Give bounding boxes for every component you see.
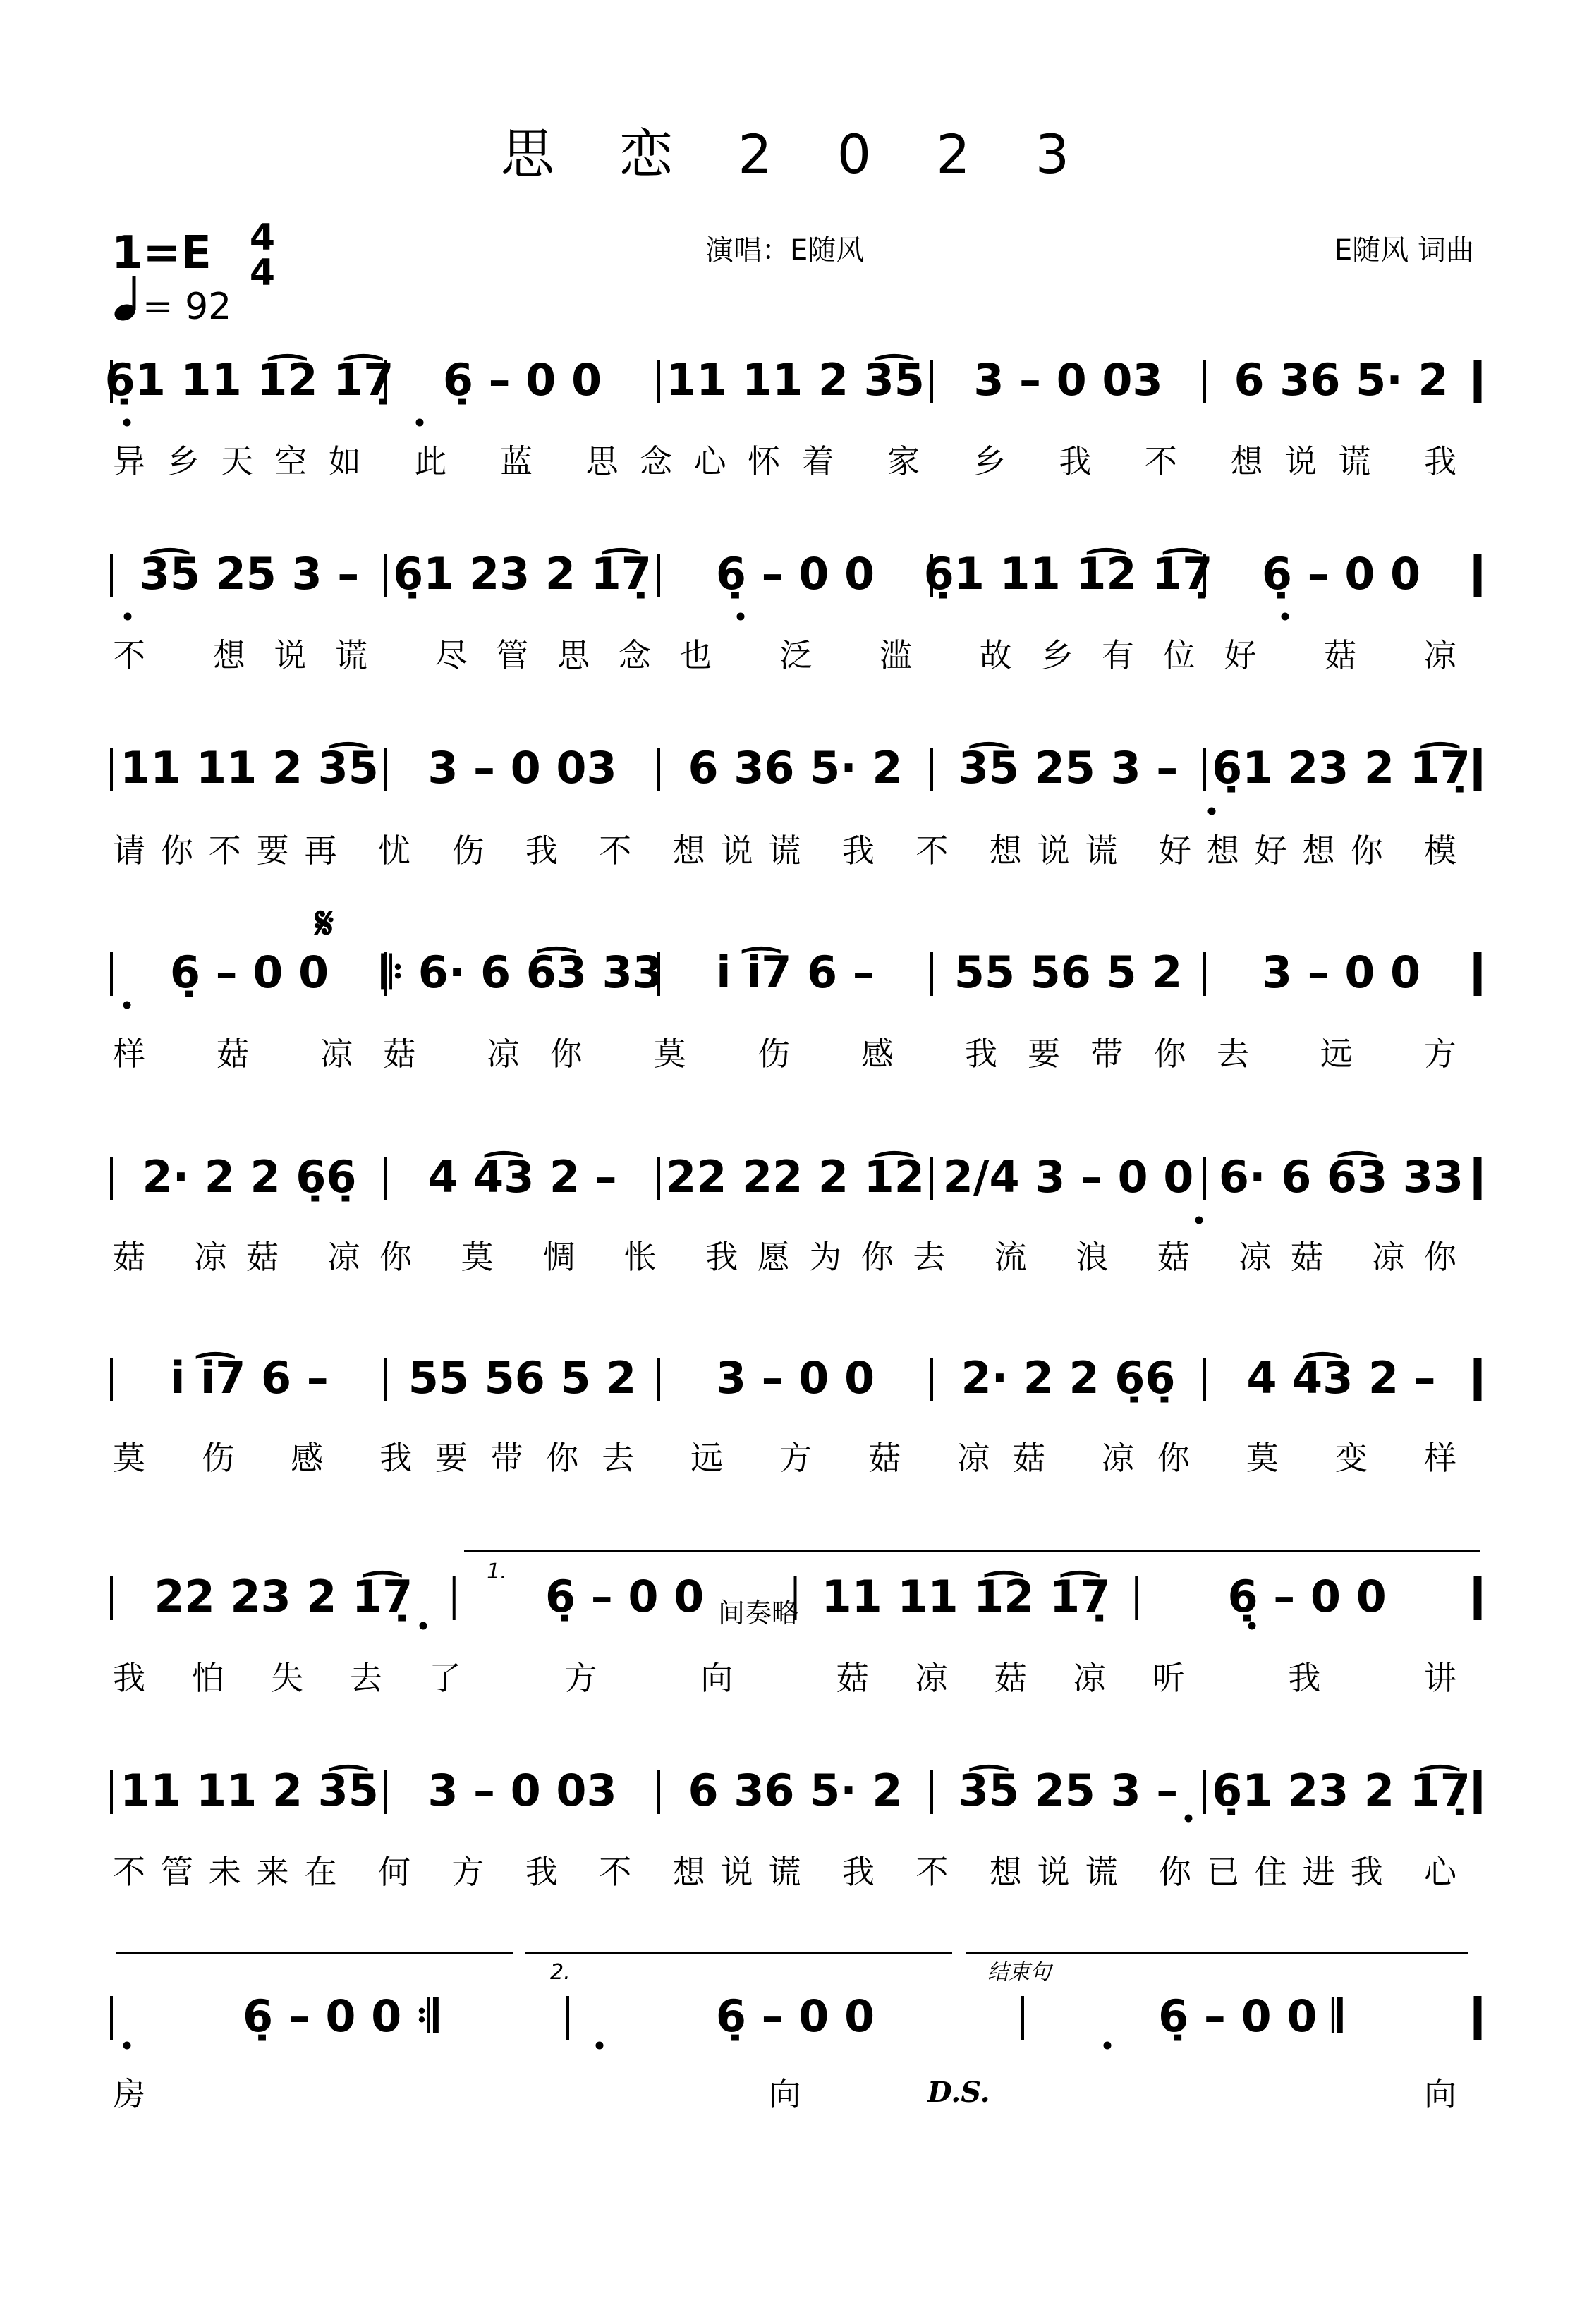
- measure: 6̣ – 0 0: [715, 548, 875, 600]
- da-segno-mark: D.S.: [927, 2076, 990, 2109]
- interlude-label: 间奏略: [718, 1598, 799, 1629]
- music-system: [111, 1151, 1478, 1276]
- measure: 11 11 2 3͡5: [120, 1765, 379, 1816]
- music-system: [111, 548, 1478, 674]
- singer-credit: 演唱：E随风: [705, 234, 865, 267]
- measure: 6· 6 6͡3 33: [1218, 1151, 1464, 1203]
- lyric-line: 我怕失去了 方 向 菇凉菇凉听 我 讲: [113, 1659, 1456, 1697]
- measure: 6̣ – 0 0 𝄂: [1158, 1990, 1342, 2042]
- measure: 6̣1 23 2 1͡7̣: [1212, 1765, 1471, 1816]
- measure: i i͡7 6 –: [170, 1352, 329, 1404]
- measure: 3 – 0 03: [973, 354, 1163, 406]
- measure: 55 56 5 2: [408, 1352, 637, 1404]
- measure: 2· 2 2 6̣6̣: [961, 1352, 1176, 1404]
- ending-1-label: 1.: [487, 1559, 507, 1584]
- music-system: [111, 742, 1478, 870]
- lyric-line: 不 想说谎 尽管思念也 泛 滥 故乡有位好 菇 凉: [113, 636, 1456, 674]
- ending-bracket-2: [525, 1952, 952, 1954]
- measure: 11 11 2 3͡5: [666, 354, 925, 406]
- final-ending-bracket: [966, 1952, 1468, 1954]
- measure: 6 36 5· 2: [1234, 354, 1449, 406]
- lyric-line: 莫 伤 感 我要带你去 远 方 菇 凉菇 凉你 莫 变 样: [113, 1439, 1456, 1477]
- measure: 6̣ – 0 0 𝄇: [243, 1990, 438, 2042]
- score-systems: [105, 354, 1478, 2113]
- time-signature: [250, 217, 275, 294]
- measure: 3 – 0 0: [1261, 947, 1421, 998]
- time-signature-top: 4: [249, 217, 276, 259]
- song-title: 思 恋 2 0 2 3: [500, 123, 1094, 185]
- music-system: [111, 1990, 1478, 2113]
- music-system: [111, 947, 1478, 1073]
- measure: 3 – 0 03: [427, 742, 617, 793]
- measure: i i͡7 6 –: [716, 947, 875, 998]
- lyric-line: 房 向 向: [113, 2075, 1456, 2113]
- measure: 6̣ – 0 0: [545, 1571, 705, 1622]
- measure: 4 4͡3 2 –: [427, 1151, 617, 1203]
- lyric-line: 样 菇 凉菇 凉你 莫 伤 感 我要带你去 远 方: [113, 1035, 1456, 1073]
- measure: 3͡5 25 3 –: [958, 742, 1179, 793]
- measure: 𝄆 6· 6 6͡3 33: [382, 947, 663, 998]
- measure: 3 – 0 0: [715, 1352, 875, 1404]
- final-ending-label: 结束句: [987, 1960, 1051, 1985]
- measure: 6̣1 23 2 1͡7̣: [393, 548, 652, 600]
- measure: 3 – 0 03: [427, 1765, 617, 1816]
- lyric-line: 异乡天空如 此 蓝 思念心怀着 家 乡 我 不 想说谎 我: [113, 442, 1456, 480]
- composer-credit: E随风 词曲: [1334, 234, 1474, 267]
- measure: 6̣1 11 1͡2 1͡7̣: [923, 548, 1213, 600]
- music-system: [111, 1571, 1478, 1697]
- music-system: [105, 354, 1478, 480]
- ending-line-a: [116, 1952, 513, 1954]
- measure: 6̣ – 0 0: [715, 1990, 875, 2042]
- measure: 11 11 2 3͡5: [120, 742, 379, 793]
- measure: 11 11 1͡2 1͡7̣: [821, 1571, 1111, 1622]
- measure: 6 36 5· 2: [688, 742, 903, 793]
- measure: 22 22 2 1͡2: [666, 1151, 925, 1203]
- measure: 3͡5 25 3 –: [139, 548, 360, 600]
- lyric-line: 不管未来在 何 方 我 不 想说谎 我 不 想说谎 你已住进我 心: [113, 1853, 1456, 1891]
- measure: 22 23 2 1͡7̣: [154, 1571, 413, 1622]
- measure: 6̣ – 0 0: [442, 354, 602, 406]
- repeat-and-ending-marks: [116, 897, 1480, 2109]
- tempo: = 92: [142, 286, 232, 328]
- measure: 6 36 5· 2: [688, 1765, 903, 1816]
- measure: 55 56 5 2: [954, 947, 1183, 998]
- quarter-note-icon: [112, 276, 138, 323]
- ending-bracket-1: [464, 1550, 1480, 1552]
- segno-mark: 𝄋: [315, 897, 334, 949]
- ending-2-label: 2.: [550, 1960, 571, 1985]
- lyric-line: 菇 凉菇 凉你 莫 惆 怅 我愿为你去 流 浪 菇 凉菇 凉你: [113, 1238, 1456, 1276]
- measure: 3͡5 25 3 –: [958, 1765, 1179, 1816]
- measure: 6̣1 23 2 1͡7̣: [1212, 742, 1471, 793]
- measure: 4 4͡3 2 –: [1246, 1352, 1436, 1404]
- key-signature: 1=E: [111, 227, 212, 279]
- measure: 2/4 3 – 0 0: [942, 1151, 1194, 1203]
- music-system: [111, 1352, 1478, 1477]
- measure: 2· 2 2 6̣6̣: [142, 1151, 357, 1203]
- measure: 6̣ – 0 0: [169, 947, 329, 998]
- measure: 6̣ – 0 0: [1261, 548, 1421, 600]
- lyric-line: 请你不要再 忧 伤 我 不 想说谎 我 不 想说谎 好想好想你 模: [113, 832, 1456, 870]
- measure: 6̣1 11 1͡2 1͡7̣: [104, 354, 394, 406]
- time-signature-bottom: 4: [249, 252, 276, 294]
- music-system: [111, 1765, 1478, 1891]
- measure: 6̣ – 0 0: [1227, 1571, 1387, 1622]
